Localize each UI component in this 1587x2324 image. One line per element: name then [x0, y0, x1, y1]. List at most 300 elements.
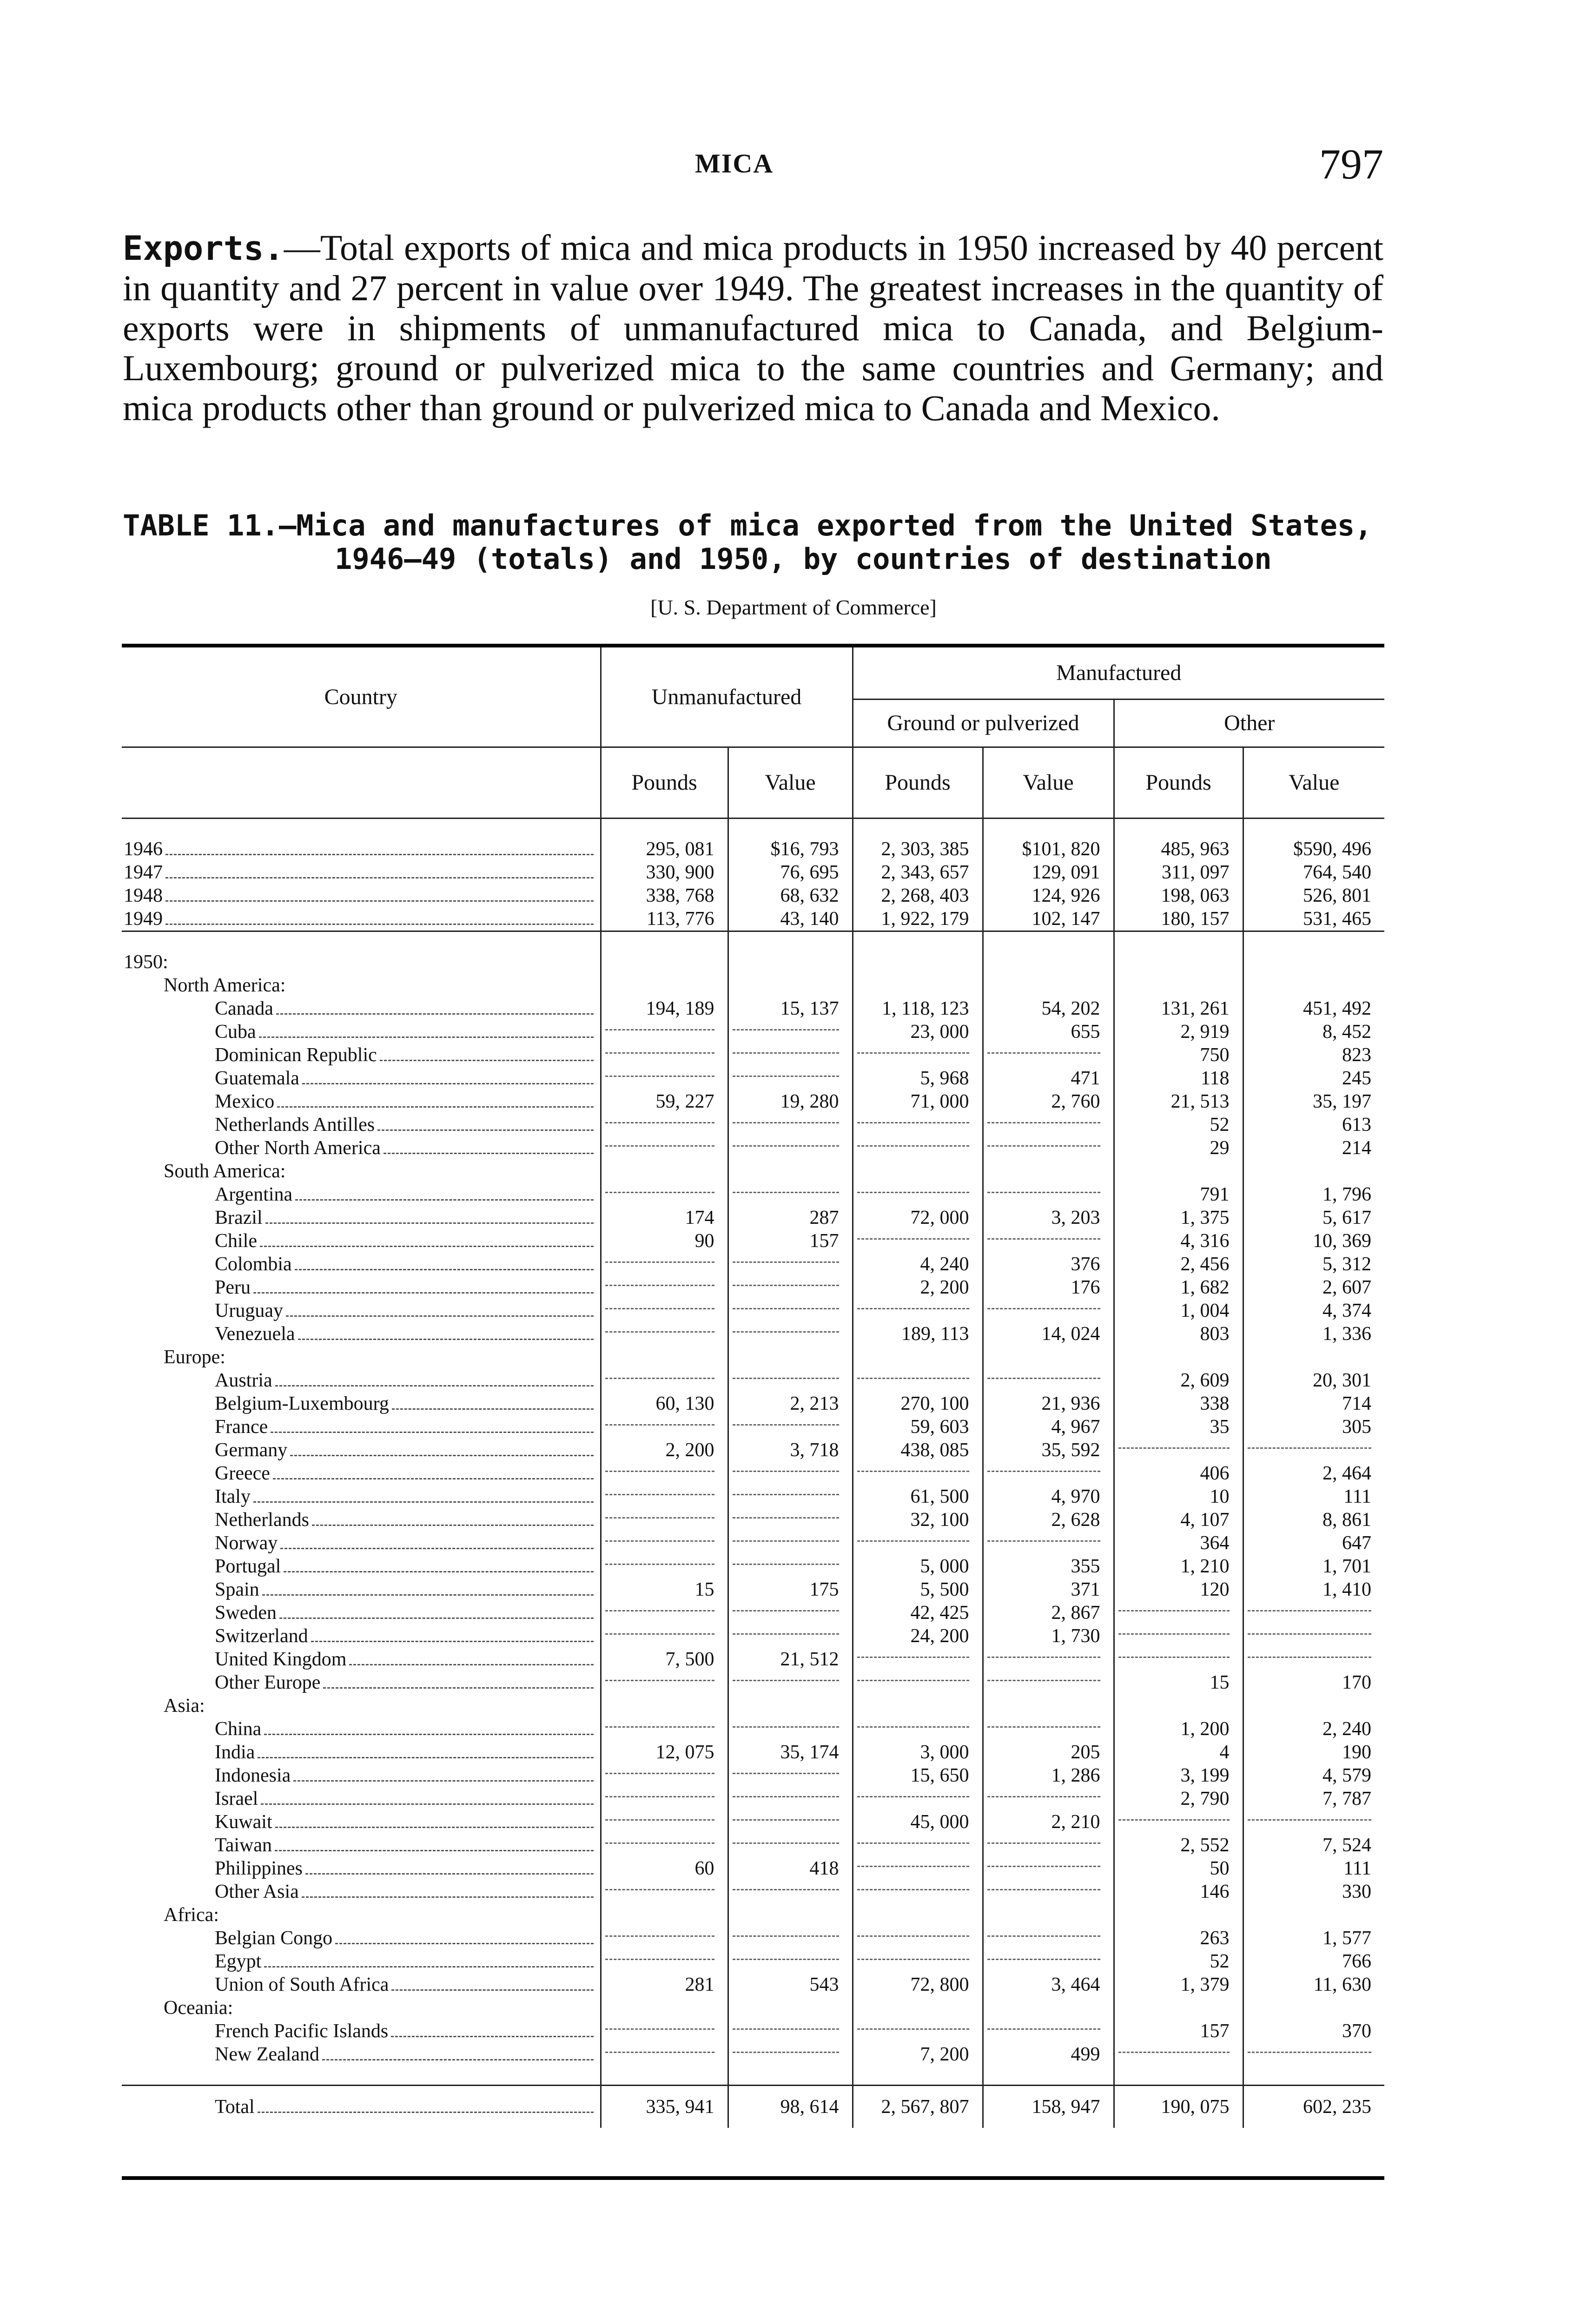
- cell-value: [728, 1113, 853, 1136]
- dot-leader: [384, 1153, 594, 1154]
- cell-value: 823: [1243, 1043, 1384, 1067]
- cell-value: [601, 1927, 728, 1950]
- col-header-pounds: Pounds: [601, 747, 728, 819]
- cell-value: [728, 1764, 853, 1787]
- row-label: [122, 1787, 601, 1810]
- cell-value: [853, 1113, 983, 1136]
- cell-value: 750: [1114, 1043, 1243, 1067]
- row-label: [122, 1439, 601, 1462]
- table-caption: [123, 509, 1383, 576]
- dot-leader: [305, 1873, 593, 1875]
- row-label-text: Argentina: [215, 1184, 293, 1205]
- row-label: [122, 2043, 601, 2066]
- cell-value: 764, 540: [1243, 861, 1384, 884]
- cell-value: 1, 796: [1243, 1183, 1384, 1206]
- cell-value: [983, 1183, 1114, 1206]
- cell-value: [601, 1787, 728, 1810]
- cell-value: 4: [1114, 1741, 1243, 1764]
- cell-value: 4, 967: [983, 1415, 1114, 1439]
- cell-value: 3, 000: [853, 1741, 983, 1764]
- row-label-text: Israel: [215, 1788, 258, 1809]
- cell-value: [983, 1532, 1114, 1555]
- cell-value: 3, 464: [983, 1973, 1114, 1996]
- cell-value: [728, 1322, 853, 1346]
- cell-value: 7, 787: [1243, 1787, 1384, 1810]
- cell-value: 338, 768: [601, 884, 728, 907]
- cell-value: 2, 200: [601, 1439, 728, 1462]
- cell-value: [853, 1787, 983, 1810]
- col-header-value: Value: [983, 747, 1114, 819]
- intro-lead: Exports.: [123, 229, 284, 268]
- row-label-text: United Kingdom: [215, 1649, 347, 1670]
- table-row: [122, 1624, 1384, 1648]
- table-row: [122, 1950, 1384, 1973]
- cell-value: [601, 1532, 728, 1555]
- cell-value: [728, 1415, 853, 1439]
- row-label: [122, 1810, 601, 1834]
- cell-value: 32, 100: [853, 1508, 983, 1532]
- cell-value: [1243, 1601, 1384, 1624]
- dot-leader: [261, 1803, 593, 1805]
- dot-leader: [335, 1943, 593, 1944]
- cell-value: 2, 200: [853, 1276, 983, 1299]
- cell-value: [728, 1810, 853, 1834]
- dot-leader: [286, 1315, 594, 1317]
- cell-value: 29: [1114, 1136, 1243, 1160]
- row-label: [122, 1578, 601, 1601]
- cell-value: [728, 1950, 853, 1973]
- cell-value: [983, 1136, 1114, 1160]
- dot-leader: [298, 1339, 594, 1340]
- row-label: [122, 1090, 601, 1113]
- cell-value: [1114, 1810, 1243, 1834]
- cell-value: 15: [601, 1578, 728, 1601]
- cell-value: [601, 1810, 728, 1834]
- cell-value: 24, 200: [853, 1624, 983, 1648]
- cell-value: $101, 820: [983, 838, 1114, 861]
- cell-value: [853, 1880, 983, 1903]
- table-row: [122, 1392, 1384, 1415]
- cell-value: 35, 592: [983, 1439, 1114, 1462]
- cell-value: [601, 1508, 728, 1532]
- table-row: [122, 1741, 1384, 1764]
- cell-value: 2, 760: [983, 1090, 1114, 1113]
- row-label: [122, 1717, 601, 1741]
- dot-leader: [276, 1013, 594, 1015]
- cell-value: 189, 113: [853, 1322, 983, 1346]
- cell-value: 146: [1114, 1880, 1243, 1903]
- cell-value: 499: [983, 2043, 1114, 2066]
- intro-text: —Total exports of mica and mica products in 1950 increased by 40 percent in quantity and 27 percent in value over 1949. The greatest increases in the quantity of exports were in shipments of unmanufactured mica to Canada, and Belgium-Luxembourg; ground or pulverized mica to the same countries and Germany; and mica products other than ground or pulverized mica to Canada and Mexico.: [123, 227, 1383, 428]
- table-row: [122, 1276, 1384, 1299]
- table-row: [122, 1067, 1384, 1090]
- cell-value: $590, 496: [1243, 838, 1384, 861]
- dot-leader: [284, 1571, 593, 1572]
- cell-value: 190, 075: [1114, 2086, 1243, 2128]
- cell-value: 157: [1114, 2020, 1243, 2043]
- cell-value: 4, 107: [1114, 1508, 1243, 1532]
- cell-value: 330: [1243, 1880, 1384, 1903]
- cell-value: [728, 1020, 853, 1043]
- cell-value: 281: [601, 1973, 728, 1996]
- dot-leader: [280, 1548, 593, 1549]
- cell-value: 526, 801: [1243, 884, 1384, 907]
- row-label-text: Other North America: [215, 1137, 381, 1159]
- cell-value: 190: [1243, 1741, 1384, 1764]
- cell-value: [728, 1717, 853, 1741]
- exports-table: [122, 644, 1384, 2128]
- cell-value: 54, 202: [983, 997, 1114, 1020]
- cell-value: 2, 240: [1243, 1717, 1384, 1741]
- cell-value: [728, 1880, 853, 1903]
- dot-leader: [253, 1292, 594, 1294]
- row-label: [122, 1206, 601, 1229]
- cell-value: 1, 004: [1114, 1299, 1243, 1322]
- cell-value: 5, 000: [853, 1555, 983, 1578]
- table-row: [122, 1090, 1384, 1113]
- region-heading: Africa:: [164, 1904, 219, 1926]
- dot-leader: [391, 2036, 593, 2037]
- dot-leader: [311, 1641, 594, 1642]
- cell-value: 355: [983, 1555, 1114, 1578]
- col-header-country: Country: [122, 646, 601, 747]
- cell-value: [853, 1043, 983, 1067]
- row-label-text: Mexico: [215, 1091, 275, 1112]
- row-label-text: 1946: [124, 838, 163, 860]
- cell-value: [1114, 1439, 1243, 1462]
- total-row: [122, 2086, 1384, 2128]
- table-row: [122, 1671, 1384, 1694]
- table-row: [122, 1648, 1384, 1671]
- cell-value: [853, 1717, 983, 1741]
- region-heading: Europe:: [164, 1347, 225, 1368]
- cell-value: [853, 1950, 983, 1973]
- cell-value: 52: [1114, 1950, 1243, 1973]
- cell-value: 330, 900: [601, 861, 728, 884]
- row-label: [122, 1973, 601, 1996]
- cell-value: [853, 1183, 983, 1206]
- row-label-text: Netherlands: [215, 1509, 309, 1531]
- table-row: [122, 1578, 1384, 1601]
- row-label-text: Philippines: [215, 1858, 303, 1879]
- cell-value: [1243, 1648, 1384, 1671]
- spacer-row: [122, 819, 1384, 838]
- row-label-text: Austria: [215, 1370, 272, 1391]
- table-row: [122, 1834, 1384, 1857]
- dot-leader: [391, 1989, 593, 1991]
- cell-value: 76, 695: [728, 861, 853, 884]
- cell-value: 2, 213: [728, 1392, 853, 1415]
- row-label: [122, 861, 601, 884]
- col-header-value: Value: [1243, 747, 1384, 819]
- cell-value: [728, 1462, 853, 1485]
- cell-value: [853, 2020, 983, 2043]
- cell-value: [728, 2020, 853, 2043]
- row-label: [122, 1532, 601, 1555]
- row-label: [122, 1067, 601, 1090]
- table-row: [122, 1415, 1384, 1439]
- cell-value: 1, 118, 123: [853, 997, 983, 1020]
- table-row: [122, 884, 1384, 907]
- table-row: [122, 1299, 1384, 1322]
- cell-value: 2, 609: [1114, 1369, 1243, 1392]
- cell-value: 61, 500: [853, 1485, 983, 1508]
- caption-line-1: TABLE 11.—Mica and manufactures of mica exported from the United States,: [123, 508, 1372, 542]
- cell-value: 35, 197: [1243, 1090, 1384, 1113]
- year-heading-row: [122, 951, 1384, 974]
- cell-value: [728, 1555, 853, 1578]
- cell-value: [601, 1276, 728, 1299]
- dot-leader: [271, 1432, 593, 1433]
- cell-value: [728, 1671, 853, 1694]
- cell-value: 3, 199: [1114, 1764, 1243, 1787]
- cell-value: [983, 1462, 1114, 1485]
- dot-leader: [322, 2059, 593, 2060]
- cell-value: 23, 000: [853, 1020, 983, 1043]
- cell-value: [728, 1043, 853, 1067]
- cell-value: 270, 100: [853, 1392, 983, 1415]
- row-label: [122, 1020, 601, 1043]
- cell-value: [601, 1485, 728, 1508]
- cell-value: 7, 200: [853, 2043, 983, 2066]
- dot-leader: [302, 1083, 594, 1084]
- row-label-text: 1948: [124, 885, 163, 906]
- row-label-text: Guatemala: [215, 1068, 299, 1089]
- cell-value: [1114, 1601, 1243, 1624]
- cell-value: 98, 614: [728, 2086, 853, 2128]
- dot-leader: [264, 1734, 593, 1735]
- cell-value: 5, 500: [853, 1578, 983, 1601]
- page-number: 797: [1319, 140, 1383, 188]
- table-row: [122, 1322, 1384, 1346]
- cell-value: 59, 603: [853, 1415, 983, 1439]
- cell-value: [601, 1043, 728, 1067]
- row-label: [122, 1369, 601, 1392]
- cell-value: 2, 790: [1114, 1787, 1243, 1810]
- cell-value: [728, 1276, 853, 1299]
- row-label-text: French Pacific Islands: [215, 2020, 389, 2042]
- table-row: [122, 1880, 1384, 1903]
- cell-value: 52: [1114, 1113, 1243, 1136]
- cell-value: 305: [1243, 1415, 1384, 1439]
- cell-value: 1, 577: [1243, 1927, 1384, 1950]
- dot-leader: [290, 1455, 593, 1456]
- cell-value: 1, 730: [983, 1624, 1114, 1648]
- cell-value: [853, 1857, 983, 1880]
- cell-value: 194, 189: [601, 997, 728, 1020]
- cell-value: [983, 1717, 1114, 1741]
- dot-leader: [380, 1060, 594, 1061]
- cell-value: [601, 1113, 728, 1136]
- row-label: [122, 1113, 601, 1136]
- row-label-text: Kuwait: [215, 1811, 272, 1833]
- cell-value: 1, 375: [1114, 1206, 1243, 1229]
- caption-line-2: 1946–49 (totals) and 1950, by countries of destination: [335, 542, 1272, 576]
- col-header-ground: Ground or pulverized: [853, 700, 1114, 747]
- row-label-text: Germany: [215, 1439, 288, 1461]
- cell-value: 376: [983, 1253, 1114, 1276]
- cell-value: 1, 210: [1114, 1555, 1243, 1578]
- table-row: [122, 1857, 1384, 1880]
- cell-value: [853, 1299, 983, 1322]
- cell-value: 485, 963: [1114, 838, 1243, 861]
- spacer-row: [122, 2066, 1384, 2086]
- cell-value: 531, 465: [1243, 907, 1384, 931]
- row-label: [122, 884, 601, 907]
- cell-value: [983, 1229, 1114, 1253]
- table-row: [122, 1253, 1384, 1276]
- cell-value: 338: [1114, 1392, 1243, 1415]
- cell-value: 35, 174: [728, 1741, 853, 1764]
- cell-value: 10, 369: [1243, 1229, 1384, 1253]
- cell-value: 60, 130: [601, 1392, 728, 1415]
- row-label: [122, 1624, 601, 1648]
- dot-leader: [253, 1501, 594, 1503]
- dot-leader: [295, 1199, 593, 1201]
- row-label-text: Belgian Congo: [215, 1928, 333, 1949]
- row-label: [122, 2086, 601, 2128]
- row-label-text: Cuba: [215, 1021, 256, 1043]
- cell-value: 124, 926: [983, 884, 1114, 907]
- cell-value: [1243, 1439, 1384, 1462]
- dot-leader: [392, 1408, 594, 1410]
- row-label: [122, 1834, 601, 1857]
- region-heading-row: [122, 1694, 1384, 1717]
- cell-value: 59, 227: [601, 1090, 728, 1113]
- cell-value: 157: [728, 1229, 853, 1253]
- cell-value: 2, 628: [983, 1508, 1114, 1532]
- cell-value: 21, 512: [728, 1648, 853, 1671]
- dot-leader: [279, 1618, 594, 1619]
- cell-value: [601, 1369, 728, 1392]
- cell-value: [601, 1462, 728, 1485]
- row-label-text: Other Asia: [215, 1881, 299, 1902]
- table-row: [122, 2020, 1384, 2043]
- region-heading: Asia:: [164, 1695, 205, 1717]
- cell-value: 245: [1243, 1067, 1384, 1090]
- table-row: [122, 861, 1384, 884]
- cell-value: [983, 1880, 1114, 1903]
- table-row: [122, 1462, 1384, 1485]
- dot-leader: [259, 1037, 594, 1038]
- cell-value: [728, 1253, 853, 1276]
- cell-value: [983, 1369, 1114, 1392]
- cell-value: 72, 800: [853, 1973, 983, 1996]
- cell-value: [1243, 1810, 1384, 1834]
- row-label-text: Venezuela: [215, 1323, 295, 1345]
- row-label-text: Other Europe: [215, 1672, 321, 1693]
- table-row: [122, 997, 1384, 1020]
- table-row: [122, 1555, 1384, 1578]
- cell-value: 174: [601, 1206, 728, 1229]
- dot-leader: [275, 1385, 594, 1386]
- region-heading-row: [122, 1346, 1384, 1369]
- region-heading: South America:: [164, 1161, 286, 1182]
- dot-leader: [165, 854, 594, 855]
- row-label: [122, 1601, 601, 1624]
- cell-value: 118: [1114, 1067, 1243, 1090]
- table-source: [U. S. Department of Commerce]: [650, 595, 937, 619]
- cell-value: 613: [1243, 1113, 1384, 1136]
- cell-value: [601, 1950, 728, 1973]
- cell-value: 3, 718: [728, 1439, 853, 1462]
- cell-value: 2, 567, 807: [853, 2086, 983, 2128]
- cell-value: [1114, 1624, 1243, 1648]
- region-heading-row: [122, 1160, 1384, 1183]
- cell-value: 4, 240: [853, 1253, 983, 1276]
- cell-value: 451, 492: [1243, 997, 1384, 1020]
- cell-value: 131, 261: [1114, 997, 1243, 1020]
- row-label-text: Switzerland: [215, 1625, 308, 1647]
- cell-value: 12, 075: [601, 1741, 728, 1764]
- row-label-text: Indonesia: [215, 1765, 291, 1786]
- region-heading: North America:: [164, 975, 286, 996]
- cell-value: [728, 1834, 853, 1857]
- table-row: [122, 1927, 1384, 1950]
- cell-value: [728, 1067, 853, 1090]
- cell-value: 2, 456: [1114, 1253, 1243, 1276]
- row-label: [122, 1880, 601, 1903]
- cell-value: 5, 312: [1243, 1253, 1384, 1276]
- cell-value: 35: [1114, 1415, 1243, 1439]
- cell-value: 4, 316: [1114, 1229, 1243, 1253]
- row-label-text: New Zealand: [215, 2044, 320, 2065]
- cell-value: 1, 701: [1243, 1555, 1384, 1578]
- cell-value: 176: [983, 1276, 1114, 1299]
- row-label: [122, 1508, 601, 1532]
- cell-value: 72, 000: [853, 1206, 983, 1229]
- dot-leader: [295, 1269, 594, 1270]
- cell-value: 21, 936: [983, 1392, 1114, 1415]
- row-label: [122, 1183, 601, 1206]
- cell-value: 766: [1243, 1950, 1384, 1973]
- cell-value: [601, 1671, 728, 1694]
- row-label: [122, 1671, 601, 1694]
- cell-value: [983, 1787, 1114, 1810]
- row-label-text: Canada: [215, 998, 273, 1019]
- cell-value: 2, 867: [983, 1601, 1114, 1624]
- year-heading: 1950:: [124, 951, 168, 973]
- cell-value: 4, 579: [1243, 1764, 1384, 1787]
- row-label: [122, 2020, 601, 2043]
- cell-value: 45, 000: [853, 1810, 983, 1834]
- row-label-text: Taiwan: [215, 1835, 272, 1856]
- table-row: [122, 1206, 1384, 1229]
- cell-value: [601, 2043, 728, 2066]
- cell-value: [601, 1253, 728, 1276]
- dot-leader: [349, 1664, 593, 1665]
- cell-value: 15, 650: [853, 1764, 983, 1787]
- dot-leader: [293, 1780, 593, 1782]
- table-row: [122, 1043, 1384, 1067]
- row-label-text: China: [215, 1718, 262, 1740]
- intro-paragraph: [123, 228, 1383, 428]
- table-row: [122, 1369, 1384, 1392]
- cell-value: 214: [1243, 1136, 1384, 1160]
- row-label: [122, 907, 601, 931]
- cell-value: [601, 1601, 728, 1624]
- row-label: [122, 1555, 601, 1578]
- cell-value: 111: [1243, 1485, 1384, 1508]
- cell-value: [601, 1183, 728, 1206]
- row-label: [122, 1485, 601, 1508]
- table-row: [122, 1973, 1384, 1996]
- cell-value: 655: [983, 1020, 1114, 1043]
- cell-value: 8, 861: [1243, 1508, 1384, 1532]
- cell-value: 2, 210: [983, 1810, 1114, 1834]
- cell-value: [983, 1113, 1114, 1136]
- row-label: [122, 1299, 601, 1322]
